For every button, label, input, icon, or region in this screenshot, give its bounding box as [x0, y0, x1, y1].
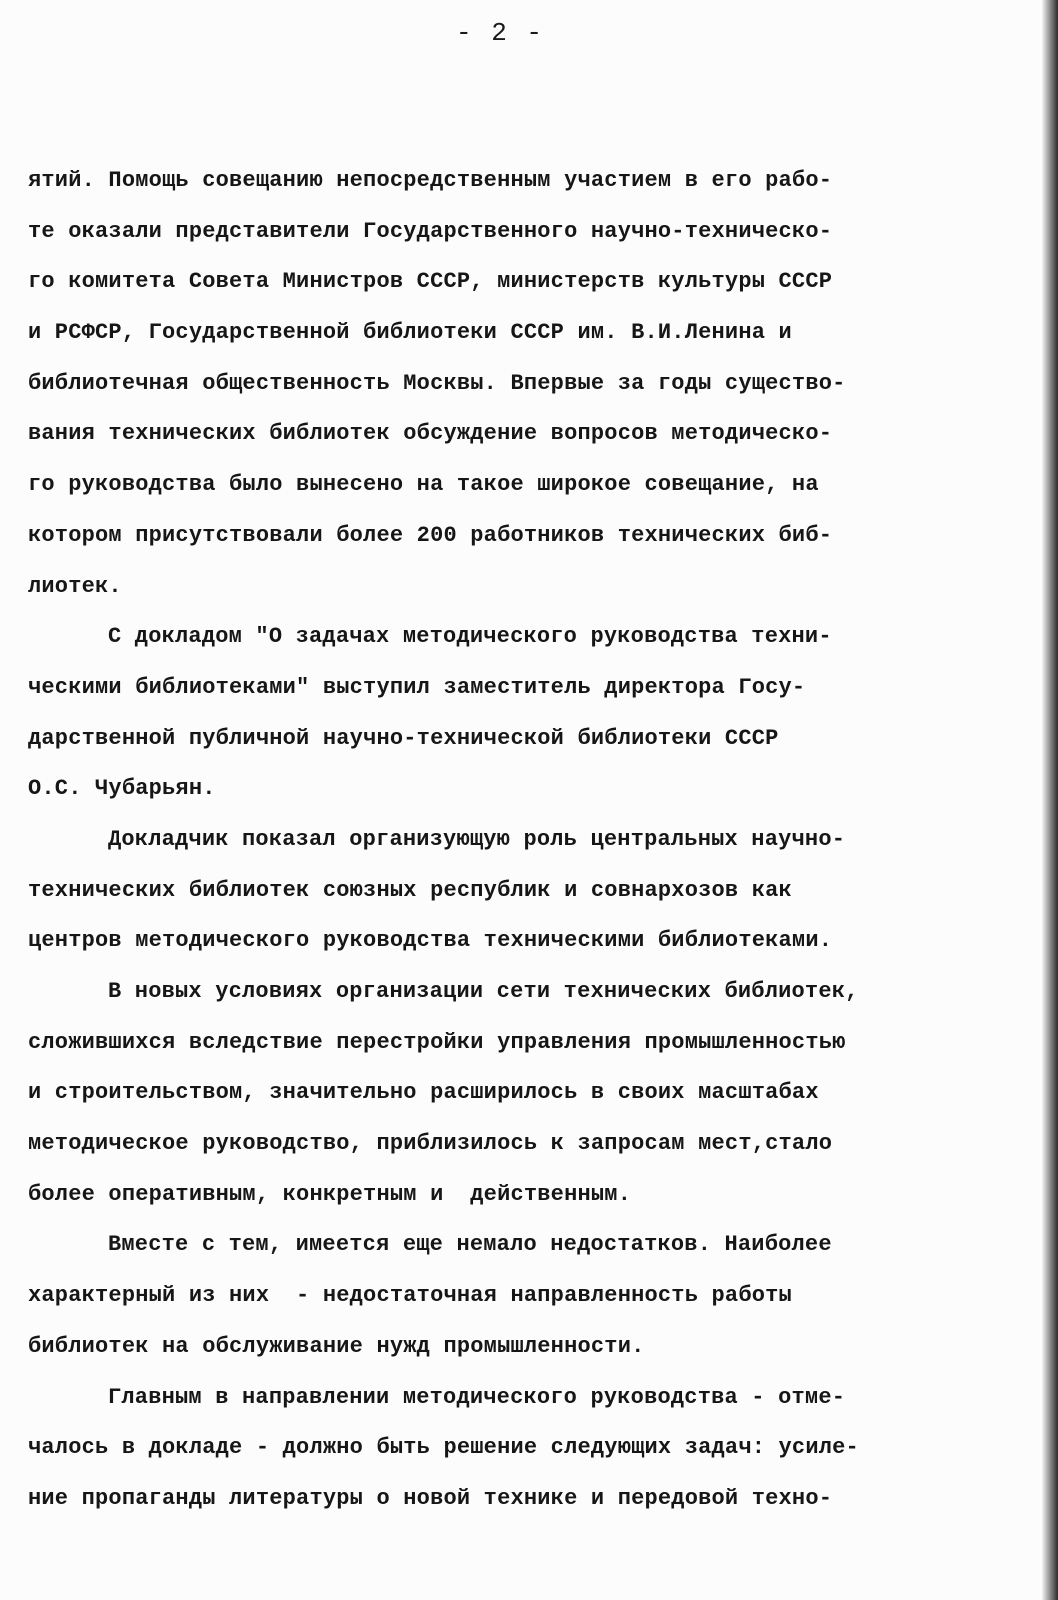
text-line: вания технических библиотек обсуждение вопросов методическо-: [28, 421, 833, 447]
text-line: сложившихся вследствие перестройки управления промышленностью: [28, 1029, 846, 1055]
text-line: котором присутствовали более 200 работников технических биб-: [28, 522, 833, 548]
text-line: ние пропаганды литературы о новой технике и передовой техно-: [28, 1485, 833, 1511]
text-line: го комитета Совета Министров СССР, министерств культуры СССР: [28, 269, 833, 295]
text-line: чалось в докладе - должно быть решение следующих задач: усиле-: [28, 1435, 859, 1461]
text-line: библиотек на обслуживание нужд промышленности.: [28, 1333, 645, 1359]
text-line: и РСФСР, Государственной библиотеки СССР им. В.И.Ленина и: [28, 320, 792, 346]
text-line: Докладчик показал организующую роль центральных научно-: [108, 826, 846, 852]
text-line: технических библиотек союзных республик и совнархозов как: [28, 877, 792, 903]
text-line: более оперативным, конкретным и действенным.: [28, 1181, 632, 1207]
text-line: В новых условиях организации сети технических библиотек,: [108, 979, 859, 1004]
text-line: С докладом "О задачах методического руководства техни-: [108, 624, 832, 650]
scan-edge: [1042, 0, 1058, 1600]
text-line: Главным в направлении методического руководства - отме-: [108, 1384, 846, 1410]
text-line: библиотечная общественность Москвы. Впервые за годы существо-: [28, 370, 846, 396]
text-line: те оказали представители Государственного научно-техническо-: [28, 218, 833, 244]
page-number: - 2 -: [455, 18, 544, 48]
body-text: [28, 156, 1008, 1525]
text-line: Вместе с тем, имеется еще немало недостатков. Наиболее: [108, 1232, 832, 1258]
text-line: методическое руководство, приблизилось к запросам мест,стало: [28, 1131, 833, 1157]
text-line: и строительством, значительно расширилось в своих масштабах: [28, 1080, 819, 1106]
text-line: дарственной публичной научно-технической библиотеки СССР: [28, 725, 779, 751]
text-line: О.С. Чубарьян.: [28, 776, 216, 802]
text-line: ческими библиотеками" выступил заместитель директора Госу-: [28, 674, 806, 700]
text-line: го руководства было вынесено на такое широкое совещание, на: [28, 472, 819, 498]
text-line: лиотек.: [28, 573, 122, 599]
text-line: характерный из них - недостаточная направленность работы: [28, 1283, 792, 1309]
text-line: центров методического руководства техническими библиотеками.: [28, 928, 833, 954]
text-line: ятий. Помощь совещанию непосредственным участием в его рабо-: [28, 168, 833, 193]
